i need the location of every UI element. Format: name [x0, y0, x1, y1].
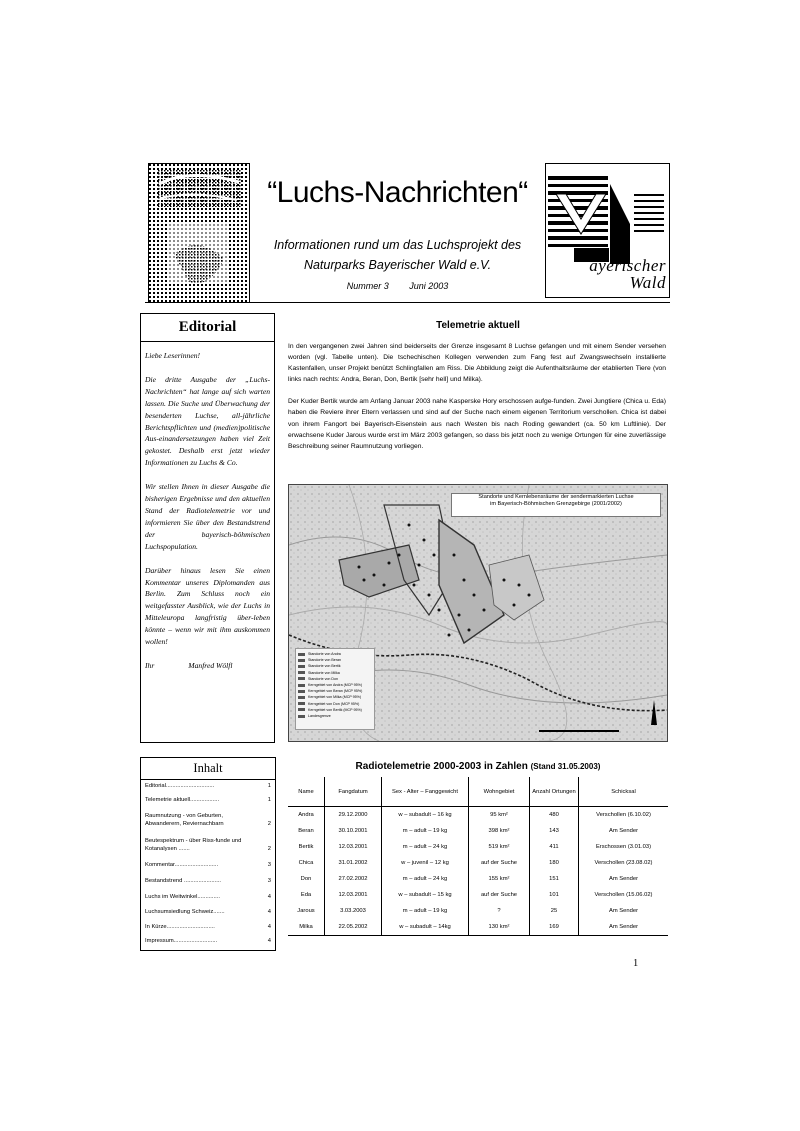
- cell-sex-alter: m – adult – 19 kg: [382, 903, 469, 919]
- cell-ortungen: 411: [530, 839, 579, 855]
- toc-page: 4: [267, 909, 271, 915]
- toc-page: 4: [267, 894, 271, 900]
- toc-label: Impressum...........................: [145, 938, 218, 944]
- cell-sex-alter: w – juvenil – 12 kg: [382, 855, 469, 871]
- table-row: [288, 855, 668, 871]
- legend-label: Standorte von Bertik: [308, 664, 341, 669]
- column-header: Schicksal: [579, 777, 669, 807]
- cell-ortungen: 480: [530, 807, 579, 824]
- contents-box: [140, 757, 276, 951]
- table-header-row: [288, 777, 668, 807]
- cell-name: Andra: [298, 812, 314, 818]
- legend-label: Standorte von Milka: [308, 670, 340, 675]
- header-divider: [145, 302, 670, 303]
- lynx-logo-image: [148, 163, 250, 303]
- toc-page: 4: [267, 924, 271, 930]
- cell-fangdatum: 3.03.2003: [325, 903, 382, 919]
- editorial-paragraph: Wir stellen Ihnen in dieser Ausgabe die bisherigen Ergebnisse und den aktuellen Stand der Radiotelemetrie vor und informieren Sie über den Bestandstrend der bayerisch-böhmischen Luchspopulation.: [145, 482, 270, 551]
- cell-sex-alter: m – adult – 19 kg: [382, 823, 469, 839]
- cell-name: Don: [300, 876, 312, 882]
- toc-label: Telemetrie aktuell..................: [145, 797, 220, 803]
- cell-name: Jarous: [297, 908, 315, 914]
- toc-label: Bestandstrend .......................: [145, 878, 222, 884]
- cell-name: Milka: [288, 919, 325, 936]
- cell-ortungen: 169: [530, 919, 579, 936]
- subtitle-line-2: Naturparks Bayerischer Wald e.V.: [303, 258, 492, 272]
- cell-sex-alter: m – adult – 24 kg: [382, 839, 469, 855]
- page-number: 1: [633, 958, 639, 969]
- lynx-territory-map: [288, 484, 668, 742]
- signature-name: Manfred Wölfl: [188, 660, 233, 670]
- cell-ortungen: 25: [530, 903, 579, 919]
- table-row: [288, 919, 668, 936]
- cell-wohngebiet: 95 km²: [469, 807, 530, 824]
- radiotelemetry-stand: (Stand 31.05.2003): [530, 762, 601, 771]
- contents-divider: [141, 779, 275, 780]
- cell-wohngebiet: 155 km²: [469, 871, 530, 887]
- cell-wohngebiet: auf der Suche: [469, 887, 530, 903]
- cell-name: Eda: [300, 892, 312, 898]
- radiotelemetry-title: Radiotelemetrie 2000-2003 in Zahlen: [355, 761, 528, 772]
- cell-fangdatum: 27.02.2002: [325, 871, 382, 887]
- cell-sex-alter: w – subadult – 14kg: [382, 919, 469, 936]
- legend-label: Standorte von Don: [308, 676, 338, 681]
- table-row: [288, 887, 668, 903]
- issue-number: Nummer 3: [346, 281, 389, 291]
- column-header: Sex - Alter – Fanggewicht: [382, 777, 469, 807]
- column-header: Fangdatum: [325, 777, 382, 807]
- contents-heading: Inhalt: [193, 761, 223, 775]
- legend-label: Kerngebiet von Don (MCP 95%): [308, 701, 360, 706]
- telemetrie-paragraph-1: In den vergangenen zwei Jahren sind beiderseits der Grenze insgesamt 8 Luchse gefangen und mit einem Sender versehen worden (vgl. Tabelle unten). Die tschechischen Kollegen verwenden zum Fang fest auf Zwangswechseln installierte Kastenfallen, unser Projekt benützt Schlingfallen am Riss. Die Abbildung zeigt die Aufenthaltsräume der etablierten Tiere (von links nach rechts: Andra, Beran, Don, Bertik [sehr hell] und Milka).: [288, 343, 666, 384]
- toc-page: 2: [267, 846, 271, 852]
- radiotelemetry-table: [288, 777, 668, 936]
- legend-label: Kerngebiet von Milka (MCP 95%): [308, 695, 362, 700]
- toc-page: 3: [267, 862, 271, 868]
- legend-label: Kerngebiet von Beran (MCP 95%): [308, 689, 363, 694]
- toc-label: Raumnutzung - von Geburten, Abwanderern, Reviernachbarn: [145, 813, 224, 827]
- toc-label: Editorial..............................: [145, 783, 215, 789]
- logo-text: [556, 257, 666, 291]
- legend-item: [298, 694, 372, 700]
- cell-schicksal: Verschollen (15.06.02): [579, 887, 669, 903]
- cell-wohngebiet: 398 km²: [469, 823, 530, 839]
- toc-label: Kommentar...........................: [145, 862, 219, 868]
- map-legend: [295, 648, 375, 730]
- toc-label: In Kürze..............................: [145, 924, 215, 930]
- cell-sex-alter: w – subadult – 15 kg: [382, 887, 469, 903]
- legend-label: Standorte von Andra: [308, 652, 341, 656]
- column-header: Wohngebiet: [469, 777, 530, 807]
- legend-item: [298, 713, 372, 719]
- logo-text-line-1: ayerischer: [589, 256, 666, 275]
- table-row: [288, 839, 668, 855]
- toc-label: Luchsumsiedlung Schweiz.......: [145, 909, 225, 915]
- legend-label: Landesgrenze: [308, 714, 331, 719]
- cell-sex-alter: w – subadult – 16 kg: [382, 807, 469, 824]
- telemetrie-heading: Telemetrie aktuell: [436, 320, 520, 331]
- telemetrie-paragraph-2: Der Kuder Bertik wurde am Anfang Januar 2003 nahe Kasperske Hory erschossen aufge-funden. Zwei Jungtiere (Chica u. Eda) haben die Reviere ihrer Eltern verlassen und sind auf der Suche nach einem eigenen Territorium verschollen. Chica ist dabei von ihrem Fangort bei Bayerisch-Eisenstein aus nach Westen bis nach Roding gewandert (ca. 50 km Luftlinie). Der erwachsene Kuder Jarous wurde erst im März 2003 gefangen, so dass bis jetzt noch zu wenige Ortungen für eine zuverlässige Beschreibung seiner Raumnutzung vorliegen.: [288, 398, 666, 450]
- cell-fangdatum: 30.10.2001: [325, 823, 382, 839]
- newsletter-subtitle: [255, 235, 540, 275]
- table-row: [288, 903, 668, 919]
- cell-ortungen: 151: [530, 871, 579, 887]
- table-row: [288, 823, 668, 839]
- telemetrie-text: [288, 341, 666, 463]
- cell-schicksal: Am Sender: [579, 903, 669, 919]
- table-row: [288, 807, 668, 824]
- cell-schicksal: Verschollen (6.10.02): [579, 807, 669, 824]
- cell-sex-alter: m – adult – 24 kg: [382, 871, 469, 887]
- issue-info: [255, 281, 540, 291]
- toc-page: 1: [267, 783, 271, 789]
- toc-label: Beutespektrum - über Riss-funde und Kotanalysen .......: [145, 838, 242, 852]
- editorial-paragraph: Liebe Leserinnen!: [145, 351, 201, 360]
- cell-ortungen: 180: [530, 855, 579, 871]
- cell-ortungen: 101: [530, 887, 579, 903]
- legend-label: Kerngebiet von Bertik (MCP 95%): [308, 707, 362, 712]
- cell-fangdatum: 22.05.2002: [325, 919, 382, 936]
- naturpark-logo: [545, 163, 670, 298]
- editorial-heading: Editorial: [178, 319, 237, 335]
- cell-name: Chica: [298, 860, 314, 866]
- legend-label: Standorte von Beran: [308, 658, 341, 663]
- cell-wohngebiet: auf der Suche: [469, 855, 530, 871]
- cell-name: Bertik: [298, 844, 314, 850]
- newsletter-title: “Luchs-Nachrichten“: [267, 176, 528, 209]
- editorial-box: [140, 313, 275, 743]
- cell-schicksal: Erschossen (3.01.03): [579, 839, 669, 855]
- editorial-paragraph: Darüber hinaus lesen Sie einen Kommentar unseres Diplomanden aus Berlin. Zum Schluss noch ein weitgefasster Ausblick, wie der Luchs in Mitteleuropa langfristig über-leben könnte – wenn wir mit ihm auskommen wollen!: [145, 565, 270, 647]
- editorial-paragraph: Die dritte Ausgabe der „Luchs-Nachrichten“ hat lange auf sich warten lassen. Die Suche und Überwachung der besenderten Luchse, all-jährliche Berichtspflichten und (medien)politische Aus-einandersetzungen haben viel Zeit gekostet. Deshalb erst jetzt wieder Informationen zu Luchs & Co.: [145, 374, 270, 468]
- cell-ortungen: 143: [530, 823, 579, 839]
- column-header: Anzahl Ortungen: [530, 777, 579, 807]
- toc-page: 2: [267, 821, 271, 827]
- subtitle-line-1: Informationen rund um das Luchsprojekt des: [273, 238, 522, 252]
- signature-greeting: Ihr: [145, 660, 155, 670]
- cell-schicksal: Verschollen (23.08.02): [579, 855, 669, 871]
- editorial-signature: [145, 660, 270, 672]
- cell-wohngebiet: 519 km²: [469, 839, 530, 855]
- issue-date: Juni 2003: [409, 281, 449, 291]
- editorial-divider: [141, 341, 274, 342]
- toc-page: 3: [267, 878, 271, 884]
- column-header: Name: [288, 777, 325, 807]
- cell-wohngebiet: 130 km²: [469, 919, 530, 936]
- logo-text-line-2: Wald: [629, 273, 666, 292]
- table-row: [288, 871, 668, 887]
- cell-schicksal: Am Sender: [579, 871, 669, 887]
- cell-fangdatum: 12.03.2001: [325, 839, 382, 855]
- toc-label: Luchs im Weitwinkel..............: [145, 894, 220, 900]
- toc-page: 4: [267, 938, 271, 944]
- map-title: [451, 493, 661, 517]
- radiotelemetry-heading: [288, 761, 668, 772]
- cell-schicksal: Am Sender: [579, 823, 669, 839]
- cell-fangdatum: 29.12.2000: [325, 807, 382, 824]
- cell-name: Beran: [298, 828, 314, 834]
- cell-fangdatum: 31.01.2002: [325, 855, 382, 871]
- cell-schicksal: Am Sender: [579, 919, 669, 936]
- map-title-line-1: Standorte und Kernlebensräume der sendermarkierten Luchse: [478, 494, 634, 500]
- cell-fangdatum: 12.03.2001: [325, 887, 382, 903]
- cell-wohngebiet: ?: [469, 903, 530, 919]
- legend-label: Kerngebiet von Andra (MCP 95%): [308, 683, 363, 688]
- editorial-text: [145, 350, 270, 672]
- map-title-line-2: im Bayerisch-Böhmischen Grenzgebirge (2001/2002): [490, 501, 622, 507]
- toc-page: 1: [267, 797, 271, 803]
